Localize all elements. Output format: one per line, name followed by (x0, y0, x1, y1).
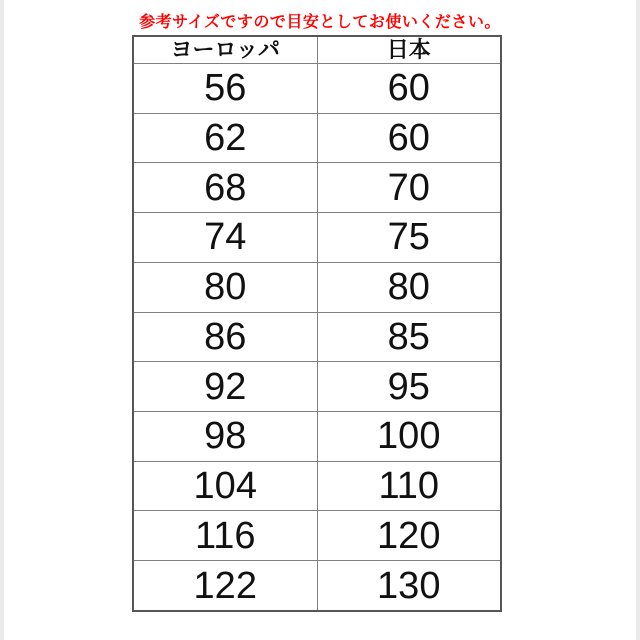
size-cell: 95 (317, 362, 501, 412)
size-cell: 98 (133, 411, 317, 461)
table-row (133, 411, 501, 461)
size-cell: 74 (133, 213, 317, 263)
size-cell: 75 (317, 213, 501, 263)
table-row (133, 461, 501, 511)
size-cell: 80 (317, 262, 501, 312)
column-header-europe: ヨーロッパ (133, 36, 317, 64)
size-cell: 60 (317, 113, 501, 163)
table-row (133, 213, 501, 263)
table-row (133, 113, 501, 163)
right-edge-strip (636, 0, 640, 640)
size-cell: 56 (133, 64, 317, 114)
size-cell: 70 (317, 163, 501, 213)
size-cell: 122 (133, 561, 317, 611)
size-conversion-table (132, 35, 502, 612)
table-row (133, 511, 501, 561)
table-row (133, 561, 501, 611)
size-cell: 100 (317, 411, 501, 461)
table-row (133, 163, 501, 213)
size-cell: 85 (317, 312, 501, 362)
left-edge-strip (0, 0, 4, 640)
size-cell: 104 (133, 461, 317, 511)
size-cell: 60 (317, 64, 501, 114)
size-cell: 62 (133, 113, 317, 163)
table-row (133, 262, 501, 312)
table-row (133, 362, 501, 412)
size-cell: 110 (317, 461, 501, 511)
size-cell: 116 (133, 511, 317, 561)
size-reference-notice: 参考サイズですので目安としてお使いください。 (139, 14, 501, 31)
size-cell: 80 (133, 262, 317, 312)
size-cell: 92 (133, 362, 317, 412)
table-row (133, 64, 501, 114)
size-cell: 86 (133, 312, 317, 362)
size-cell: 130 (317, 561, 501, 611)
column-header-japan: 日本 (317, 36, 501, 64)
table-body (133, 64, 501, 612)
header-row (133, 36, 501, 64)
size-cell: 68 (133, 163, 317, 213)
size-cell: 120 (317, 511, 501, 561)
table-row (133, 312, 501, 362)
